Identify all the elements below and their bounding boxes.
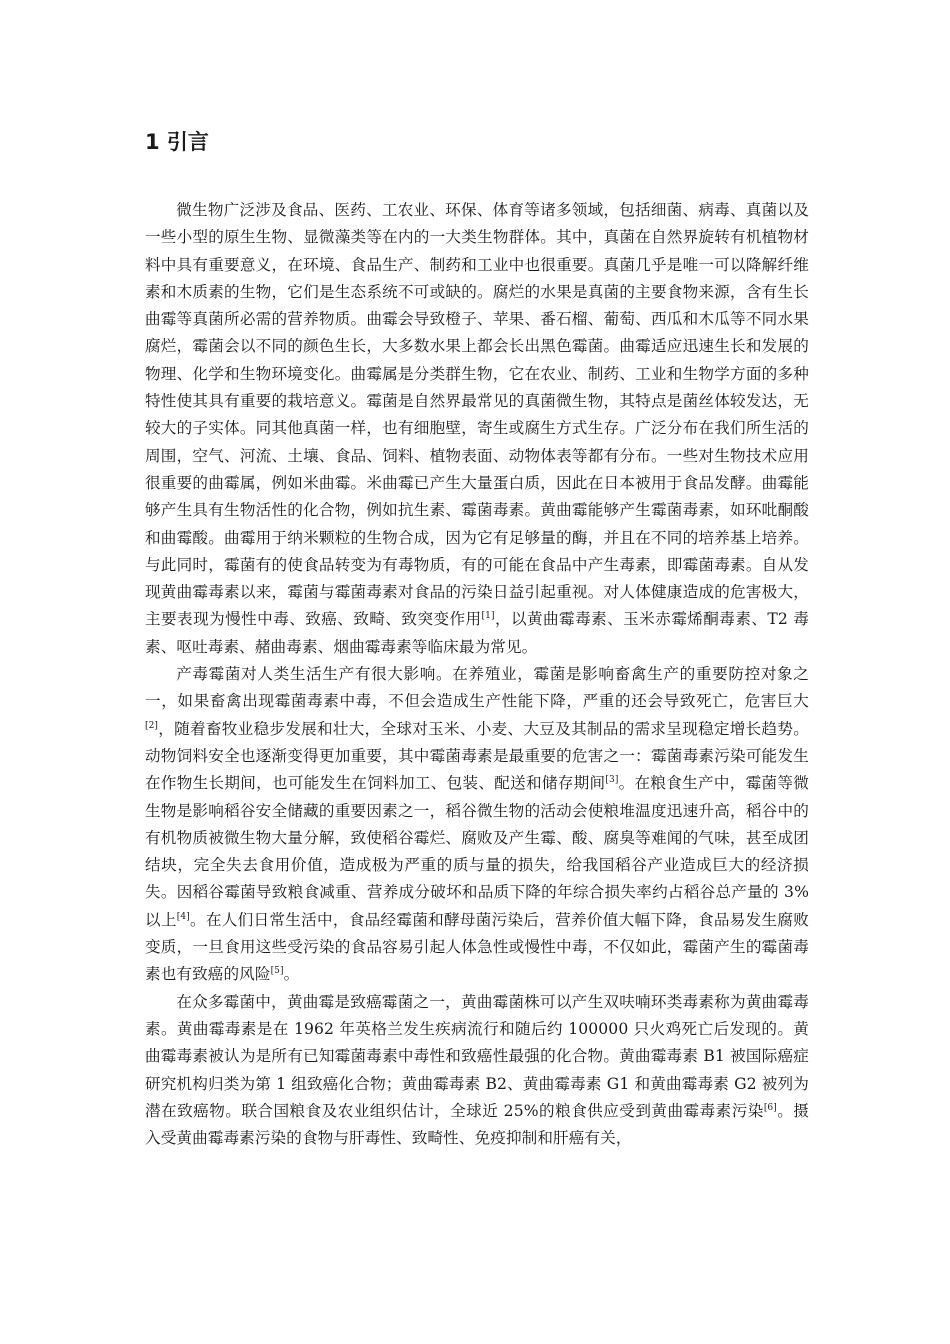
paragraph (145, 661, 809, 989)
text-run: 。摄入受黄曲霉毒素污染的食物与肝毒性、致畸性、免疫抑制和肝癌有关， (145, 1101, 809, 1148)
text-run: 。在粮食生产中，霉菌等微生物是影响稻谷安全储藏的重要因素之一，稻谷微生物的活动会使粮堆温度迅速升高，稻谷中的有机物质被微生物大量分解，致使稻谷霉烂、腐败及产生霉、酸、腐臭等难闻的气味，甚至成团结块，完全失去食用价值，造成极为严重的质与量的损失，给我国稻谷产业造成巨大的经济损失。因稻谷霉菌导致粮食减重、营养成分破坏和品质下降的年综合损失率约占稻谷总产量的 3%以上 (145, 774, 810, 929)
text-run: 在众多霉菌中，黄曲霉是致癌霉菌之一，黄曲霉菌株可以产生双呋喃环类毒素称为黄曲霉毒素。黄曲霉毒素是在 1962 年英格兰发生疾病流行和随后约 100000 只火鸡死亡后发现的。黄曲霉毒素被认为是所有已知霉菌毒素中毒性和致癌性最强的化合物。黄曲霉毒素 B1 被国际癌症研究机构归类为第 1 组致癌化合物；黄曲霉毒素 B2、黄曲霉毒素 G1 和黄曲霉毒素 G2 被列为潜在致癌物。联合国粮食及农业组织估计，全球近 25%的粮食供应受到黄曲霉毒素污染 (145, 992, 809, 1120)
citation-marker: [1] (481, 611, 495, 622)
paragraph (145, 989, 809, 1153)
body-text (145, 197, 809, 1152)
citation-marker: [2] (145, 720, 159, 731)
section-heading: 1 引言 (145, 130, 209, 154)
citation-marker: [4] (176, 911, 190, 922)
text-run: 。在人们日常生活中，食品经霉菌和酵母菌污染后，营养价值大幅下降，食品易发生腐败变质，一旦食用这些受污染的食品容易引起人体急性或慢性中毒，不仅如此，霉菌产生的霉菌毒素也有致癌的风险 (145, 910, 810, 984)
citation-marker: [6] (763, 1102, 777, 1113)
text-run: 。 (283, 965, 300, 984)
text-run: ，随着畜牧业稳步发展和壮大，全球对玉米、小麦、大豆及其制品的需求呈现稳定增长趋势。动物饲料安全也逐渐变得更加重要，其中霉菌毒素是最重要的危害之一：霉菌毒素污染可能发生在作物生长期间，也可能发生在饲料加工、包装、配送和储存期间 (145, 719, 809, 793)
citation-marker: [5] (270, 966, 284, 977)
paragraph (145, 197, 809, 661)
text-run: ，以黄曲霉毒素、玉米赤霉烯酮毒素、T2 毒素、呕吐毒素、赭曲毒素、烟曲霉毒素等临床最为常见。 (145, 610, 809, 656)
citation-marker: [3] (605, 775, 619, 786)
text-run: 产毒霉菌对人类生活生产有很大影响。在养殖业，霉菌是影响畜禽生产的重要防控对象之一，如果畜禽出现霉菌毒素中毒，不但会造成生产性能下降，严重的还会导致死亡，危害巨大 (145, 665, 809, 711)
text-run: 微生物广泛涉及食品、医药、工农业、环保、体育等诸多领域，包括细菌、病毒、真菌以及一些小型的原生生物、显微藻类等在内的一大类生物群体。其中，真菌在自然界旋转有机植物材料中具有重要意义，在环境、食品生产、制药和工业中也很重要。真菌几乎是唯一可以降解纤维素和木质素的生物，它们是生态系统不可或缺的。腐烂的水果是真菌的主要食物来源，含有生长曲霉等真菌所必需的营养物质。曲霉会导致橙子、苹果、番石榴、葡萄、西瓜和木瓜等不同水果腐烂，霉菌会以不同的颜色生长，大多数水果上都会长出黑色霉菌。曲霉适应迅速生长和发展的物理、化学和生物环境变化。曲霉属是分类群生物，它在农业、制药、工业和生物学方面的多种特性使其具有重要的栽培意义。霉菌是自然界最常见的真菌微生物，其特点是菌丝体较发达，无较大的子实体。同其他真菌一样，也有细胞壁，寄生或腐生方式生存。广泛分布在我们所生活的周围，空气、河流、土壤、食品、饲料、植物表面、动物体表等都有分布。一些对生物技术应用很重要的曲霉属，例如米曲霉。米曲霉已产生大量蛋白质，因此在日本被用于食品发酵。曲霉能够产生具有生物活性的化合物，例如抗生素、霉菌毒素。黄曲霉能够产生霉菌毒素，如环吡酮酸和曲霉酸。曲霉用于纳米颗粒的生物合成，因为它有足够量的酶，并且在不同的培养基上培养。与此同时，霉菌有的使食品转变为有毒物质，有的可能在食品中产生毒素，即霉菌毒素。自从发现黄曲霉毒素以来，霉菌与霉菌毒素对食品的污染日益引起重视。对人体健康造成的危害极大，主要表现为慢性中毒、致癌、致畸、致突变作用 (145, 201, 809, 629)
